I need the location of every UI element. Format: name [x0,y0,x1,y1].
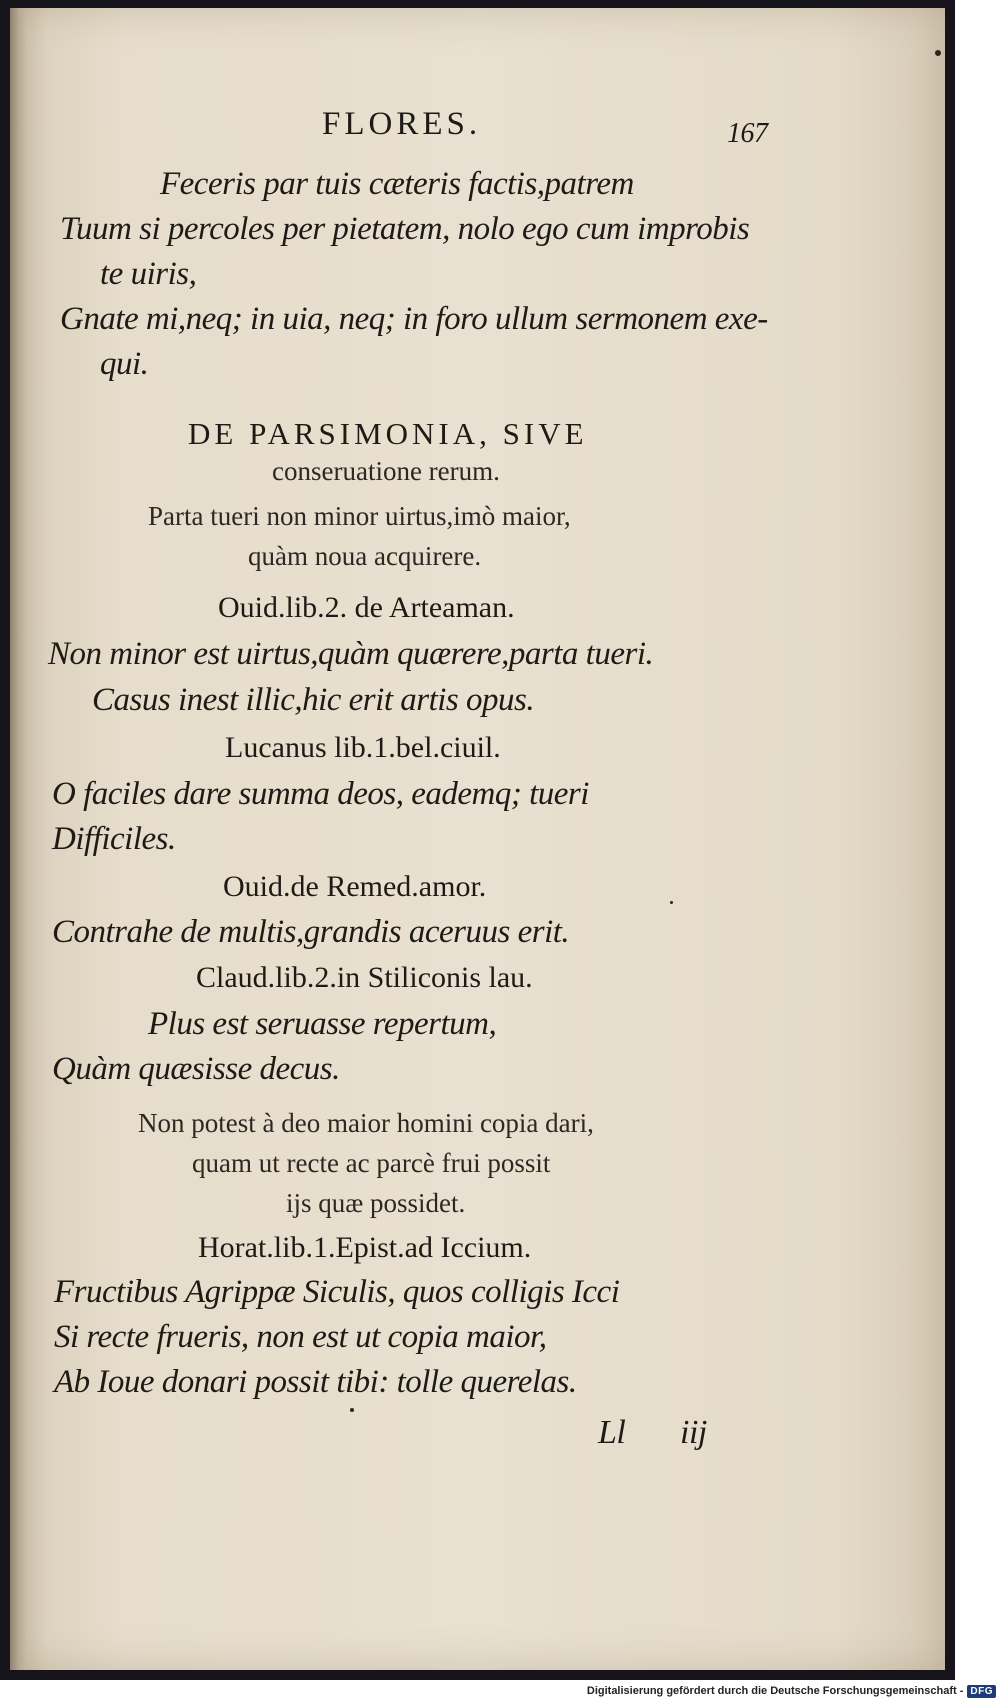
section-heading: DE PARSIMONIA, SIVE [188,416,588,451]
page-gutter [10,8,26,1670]
verse-line: Fructibus Agrippæ Siculis, quos colligis Icci [54,1274,620,1310]
verse-line: Tuum si percoles per pietatem, nolo ego cum improbis [60,211,750,247]
citation-source: Claud.lib.2.in Stiliconis lau. [196,961,533,994]
maxim-line: quam ut recte ac parcè frui possit [192,1148,551,1178]
maxim-line: Parta tueri non minor uirtus,imò maior, [148,501,571,531]
signature-letters: Ll [598,1414,626,1451]
citation-source: Lucanus lib.1.bel.ciuil. [225,731,501,764]
verse-line: Casus inest illic,hic erit artis opus. [92,682,535,718]
verse-line: te uiris, [100,256,197,292]
credit-text: Digitalisierung gefördert durch die Deutsche Forschungsgemeinschaft - [586,1685,964,1697]
ink-speck [670,901,673,904]
citation-source: Horat.lib.1.Epist.ad Iccium. [198,1231,532,1264]
verse-line: Gnate mi,neq; in uia, neq; in foro ullum sermonem exe- [60,301,768,337]
verse-line: Ab Ioue donari possit tibi: tolle querelas. [54,1364,577,1400]
verse-line: Feceris par tuis cæteris factis,patrem [160,166,634,202]
ink-speck [350,1408,354,1412]
verse-line: Contrahe de multis,grandis aceruus erit. [52,914,570,950]
verse-line: Si recte frueris, non est ut copia maior, [54,1319,547,1355]
verse-line: Plus est seruasse repertum, [148,1006,497,1042]
maxim-line: quàm noua acquirere. [248,541,482,571]
signature-numeral: iij [680,1414,707,1451]
page-number: 167 [727,118,768,149]
maxim-line: ijs quæ possidet. [286,1188,466,1218]
citation-source: Ouid.lib.2. de Arteaman. [218,591,515,624]
verse-line: O faciles dare summa deos, eademq; tueri [52,776,589,812]
verse-line: Non minor est uirtus,quàm quærere,parta tueri. [48,636,654,672]
ink-speck [935,50,941,56]
digitization-credit [587,1681,996,1701]
book-page [10,8,945,1670]
verse-line: Quàm quæsisse decus. [52,1051,340,1087]
section-subheading: conseruatione rerum. [272,456,500,486]
running-title: FLORES. [322,106,482,142]
verse-line: qui. [100,346,149,382]
maxim-line: Non potest à deo maior homini copia dari, [138,1108,594,1138]
citation-source: Ouid.de Remed.amor. [223,870,487,903]
verse-line: Difficiles. [52,821,176,857]
dfg-logo: DFG [967,1685,996,1698]
